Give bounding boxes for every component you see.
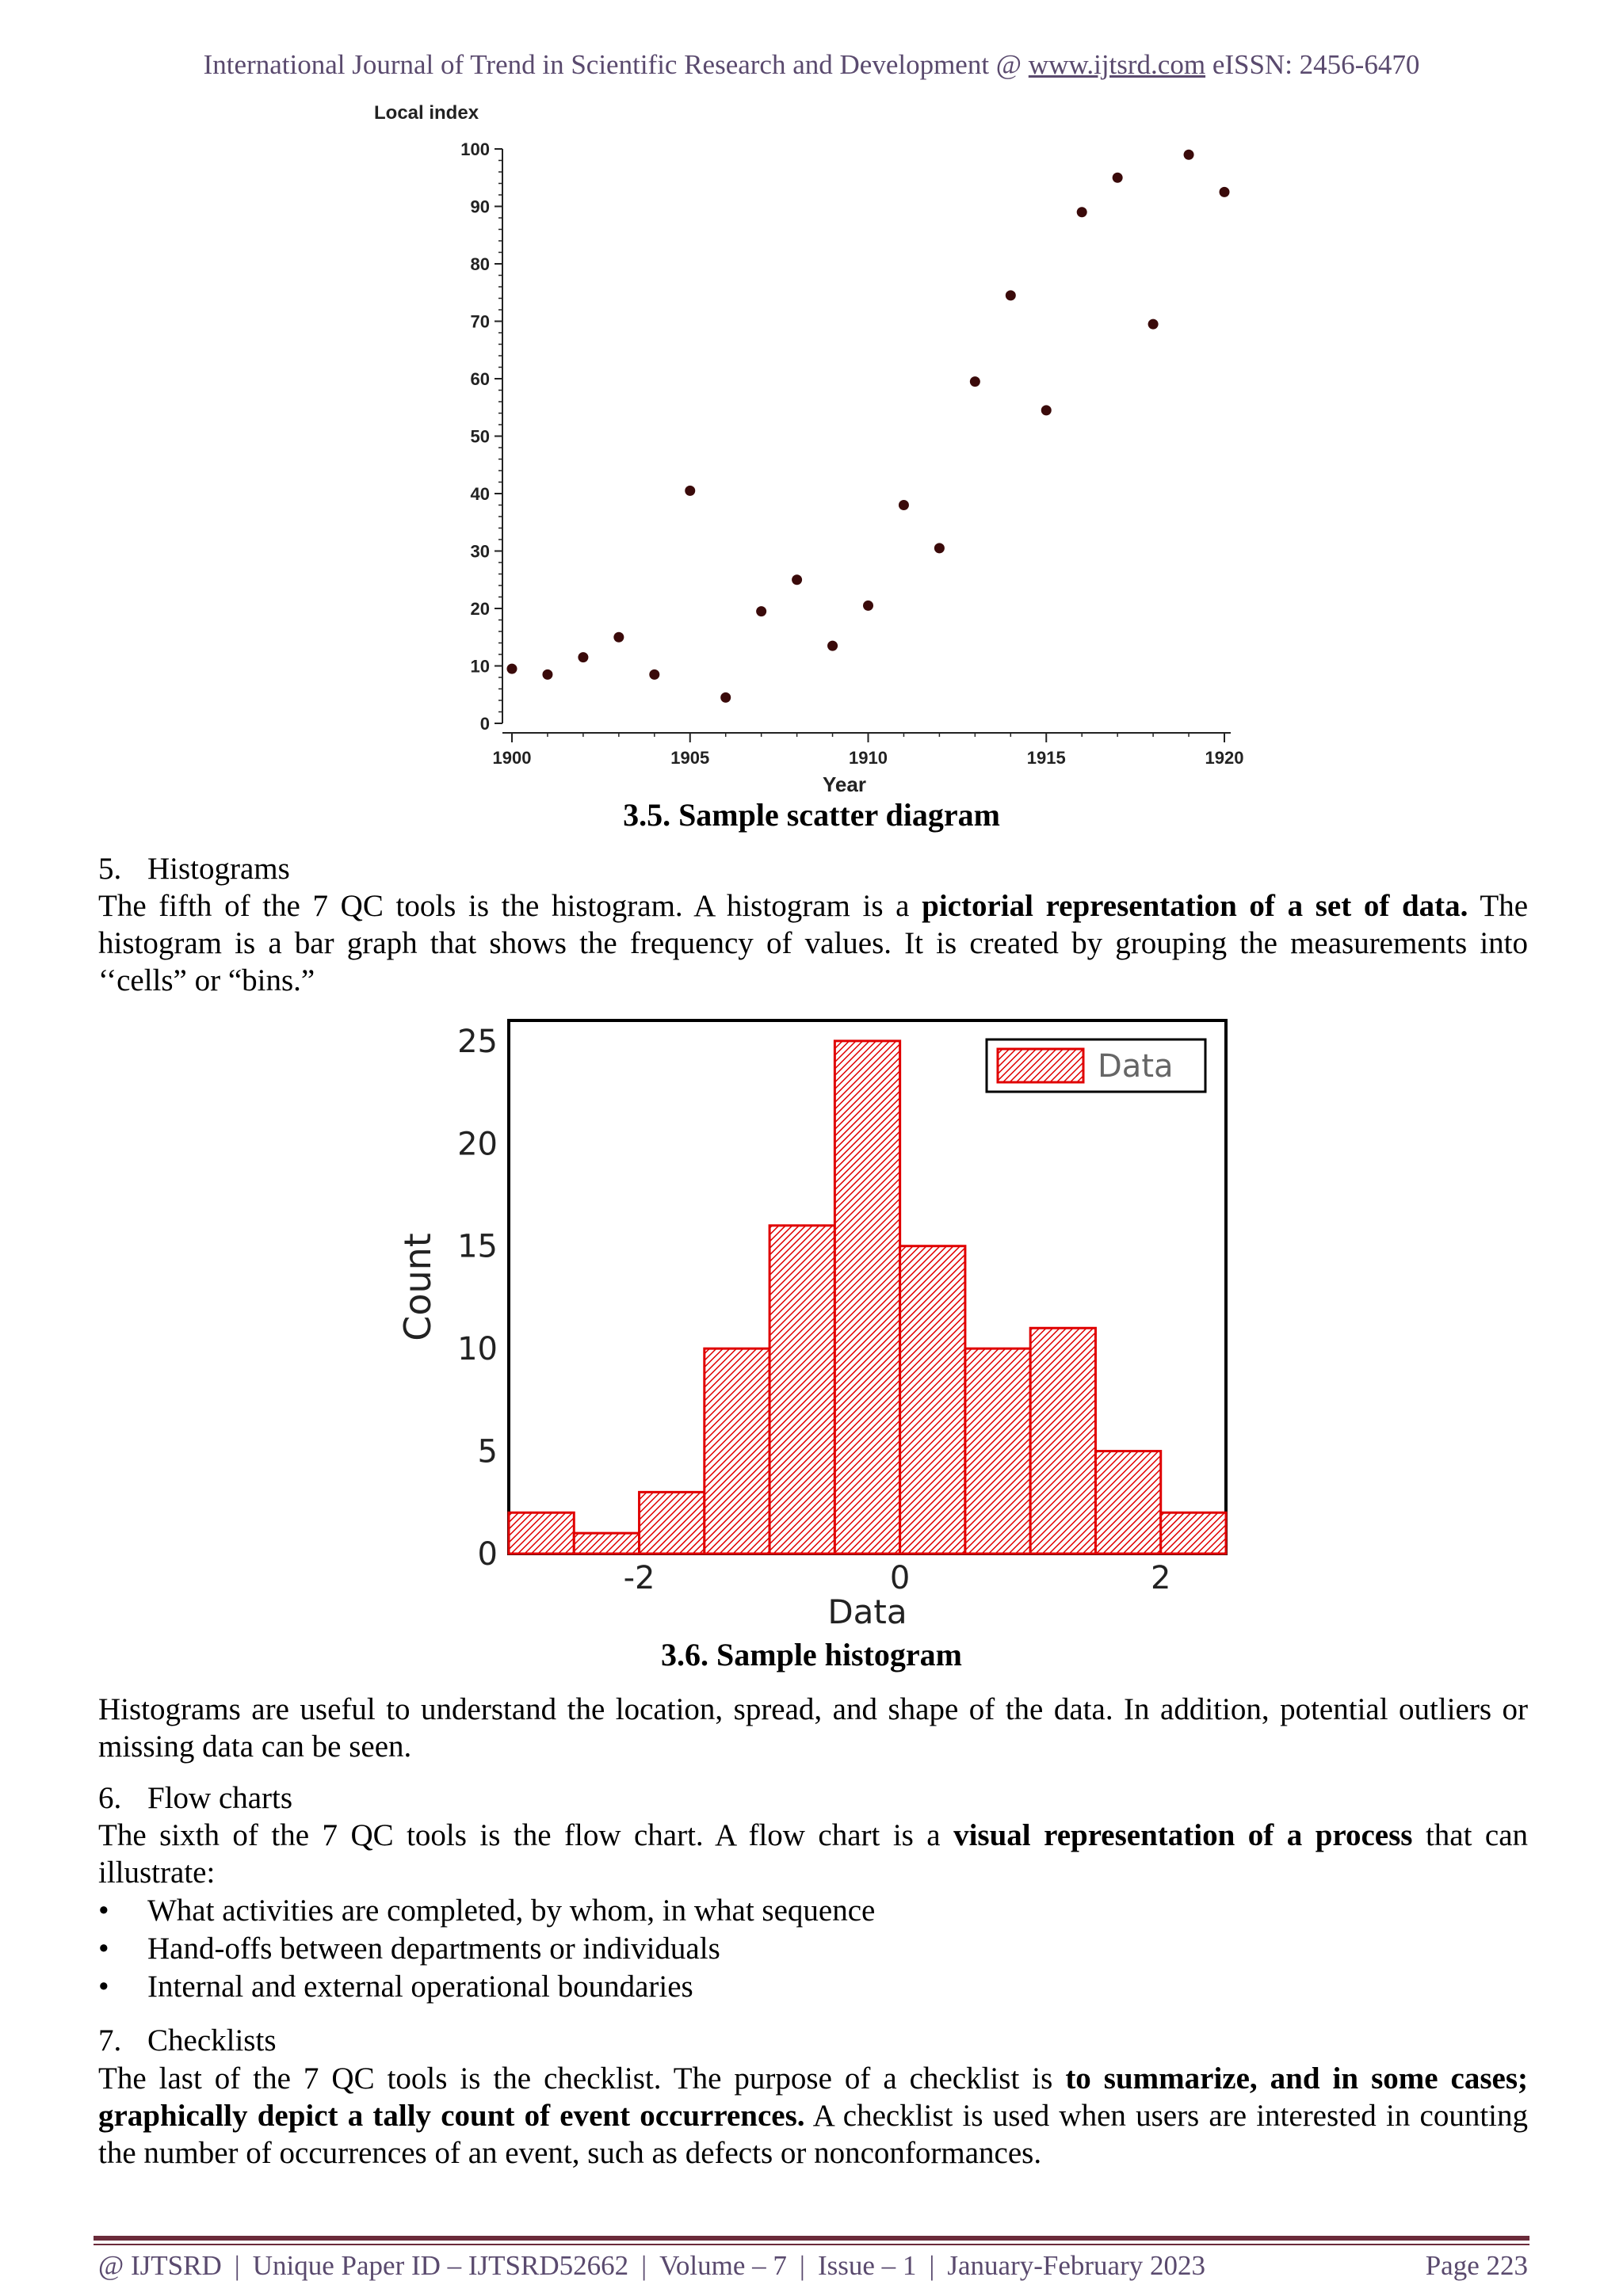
y-tick-label: 10	[457, 1331, 498, 1368]
x-tick-label: 1920	[1205, 748, 1244, 768]
section-heading-flowcharts	[98, 1779, 292, 1817]
scatter-point	[756, 606, 766, 616]
legend-label: Data	[1098, 1048, 1174, 1085]
section-number: 6.	[98, 1781, 122, 1815]
section-number: 7.	[98, 2023, 122, 2058]
scatter-point	[613, 632, 624, 643]
y-tick-label: 60	[470, 369, 490, 389]
histogram-bar	[769, 1226, 834, 1554]
scatter-point	[1077, 207, 1087, 217]
text-run: A checklist is used when users are interested in counting the number of occurrences of an event, such as defects or nonconformances.	[98, 2099, 1528, 2170]
y-tick-label: 80	[470, 254, 490, 274]
scatter-point	[649, 669, 659, 680]
y-tick-label: 20	[457, 1126, 498, 1163]
footer-page-number: Page 223	[1425, 2250, 1528, 2281]
y-tick-label: 10	[470, 656, 490, 677]
section-title: Checklists	[147, 2023, 277, 2058]
scatter-point	[934, 543, 945, 553]
bold-text-run: pictorial representation of a set of data.	[922, 889, 1468, 923]
text-run: The last of the 7 QC tools is the checklist. The purpose of a checklist is	[98, 2061, 1053, 2096]
y-tick-label: 20	[470, 599, 490, 619]
scatter-point	[863, 601, 873, 611]
histograms-paragraph	[98, 887, 1528, 999]
section-number: 5.	[98, 852, 122, 886]
text-run: The histogram is a bar graph that shows the frequency of values. It is created by grouping the measurements into ‘‘cells” or “bins.”	[98, 889, 1529, 997]
running-footer: @ IJTSRD | Unique Paper ID – IJTSRD52662 | Volume – 7 | Issue – 1 | January-February 2023 Page 223	[98, 2250, 1528, 2281]
flowchart-bullet-list	[98, 1892, 875, 2006]
section-heading-checklists	[98, 2022, 277, 2059]
histogram-bar	[509, 1512, 574, 1554]
footer-issue: Issue – 1	[817, 2250, 917, 2281]
scatter-point	[1113, 173, 1123, 183]
y-tick-label: 70	[470, 311, 490, 332]
y-tick-label: 0	[477, 1536, 498, 1573]
running-header	[0, 49, 1623, 81]
text-run: The fifth of the 7 QC tools is the histogram. A histogram is a	[98, 889, 910, 923]
checklists-paragraph	[98, 2060, 1528, 2172]
scatter-point	[1148, 319, 1159, 330]
histogram-bar	[705, 1348, 769, 1554]
bold-text-run: visual representation of a process	[953, 1818, 1413, 1852]
scatter-point	[685, 486, 695, 496]
histogram-bar	[1095, 1451, 1160, 1554]
histogram-bar	[640, 1492, 705, 1554]
scatter-point	[792, 574, 802, 585]
footer-rule-thin	[94, 2244, 1529, 2245]
scatter-point	[720, 692, 731, 703]
x-tick-label: 1910	[849, 748, 888, 768]
flowcharts-paragraph	[98, 1817, 1528, 1891]
scatter-point	[578, 652, 588, 662]
section-heading-histograms	[98, 850, 290, 887]
histogram-bar	[965, 1348, 1030, 1554]
bold-text-run: to summarize, and in some cases; graphically depict a tally count of event occurrences.	[98, 2061, 1528, 2133]
x-axis-title: Year	[823, 772, 866, 792]
x-axis-title: Data	[827, 1592, 907, 1631]
x-tick-label: 1915	[1026, 748, 1066, 768]
x-tick-label: -2	[623, 1560, 655, 1596]
y-tick-label: 5	[477, 1433, 498, 1470]
histogram-bar	[574, 1533, 639, 1554]
footer-journal: @ IJTSRD	[98, 2250, 222, 2281]
footer-paper-id: Unique Paper ID – IJTSRD52662	[252, 2250, 629, 2281]
text-run: The sixth of the 7 QC tools is the flow chart. A flow chart is a	[98, 1818, 941, 1852]
scatter-point	[1220, 187, 1230, 197]
y-tick-label: 15	[457, 1228, 498, 1265]
x-tick-label: 1900	[492, 748, 532, 768]
list-item: • What activities are completed, by whom, in what sequence	[98, 1892, 875, 1930]
list-item: • Internal and external operational boundaries	[98, 1968, 875, 2006]
footer-date: January-February 2023	[947, 2250, 1205, 2281]
list-item: • Hand-offs between departments or individuals	[98, 1930, 875, 1968]
y-tick-label: 30	[470, 541, 490, 562]
y-tick-label: 90	[470, 196, 490, 217]
section-title: Histograms	[147, 852, 290, 886]
y-tick-label: 25	[457, 1023, 498, 1060]
header-issn: eISSN: 2456-6470	[1212, 49, 1420, 80]
legend-swatch	[998, 1049, 1083, 1082]
scatter-point	[827, 641, 838, 651]
x-tick-label: 1905	[670, 748, 710, 768]
y-tick-label: 40	[470, 484, 490, 504]
x-tick-label: 0	[889, 1560, 911, 1596]
footer-volume: Volume – 7	[659, 2250, 787, 2281]
scatter-point	[542, 669, 552, 680]
scatter-point	[1006, 290, 1016, 300]
text-run: that can illustrate:	[98, 1818, 1529, 1890]
scatter-point	[1184, 150, 1194, 160]
header-journal-name: International Journal of Trend in Scientific Research and Development @	[203, 49, 1022, 80]
scatter-point	[507, 664, 517, 674]
scatter-point	[1041, 405, 1052, 415]
y-tick-label: 0	[479, 714, 490, 734]
footer-rule	[94, 2236, 1529, 2241]
y-axis-title: Count	[396, 1233, 439, 1341]
header-website-link[interactable]: www.ijtsrd.com	[1028, 49, 1206, 80]
histogram-bar	[1161, 1512, 1226, 1554]
histogram-chart	[392, 1006, 1248, 1640]
scatter-caption: 3.5. Sample scatter diagram	[623, 797, 1000, 833]
histogram-bar	[834, 1041, 899, 1554]
histogram-caption: 3.6. Sample histogram	[661, 1637, 962, 1672]
scatter-point	[970, 376, 980, 387]
y-tick-label: 100	[460, 139, 490, 159]
y-tick-label: 50	[470, 426, 490, 447]
scatter-point	[899, 500, 909, 510]
section-title: Flow charts	[147, 1781, 293, 1815]
scatter-chart	[365, 95, 1268, 792]
x-tick-label: 2	[1151, 1560, 1171, 1596]
histogram-bar	[900, 1246, 965, 1554]
y-axis-title: Local index	[374, 102, 479, 124]
histogram-bar	[1030, 1328, 1095, 1554]
histograms-summary-paragraph: Histograms are useful to understand the location, spread, and shape of the data. In addition, potential outliers or missing data can be seen.	[98, 1692, 1528, 1764]
